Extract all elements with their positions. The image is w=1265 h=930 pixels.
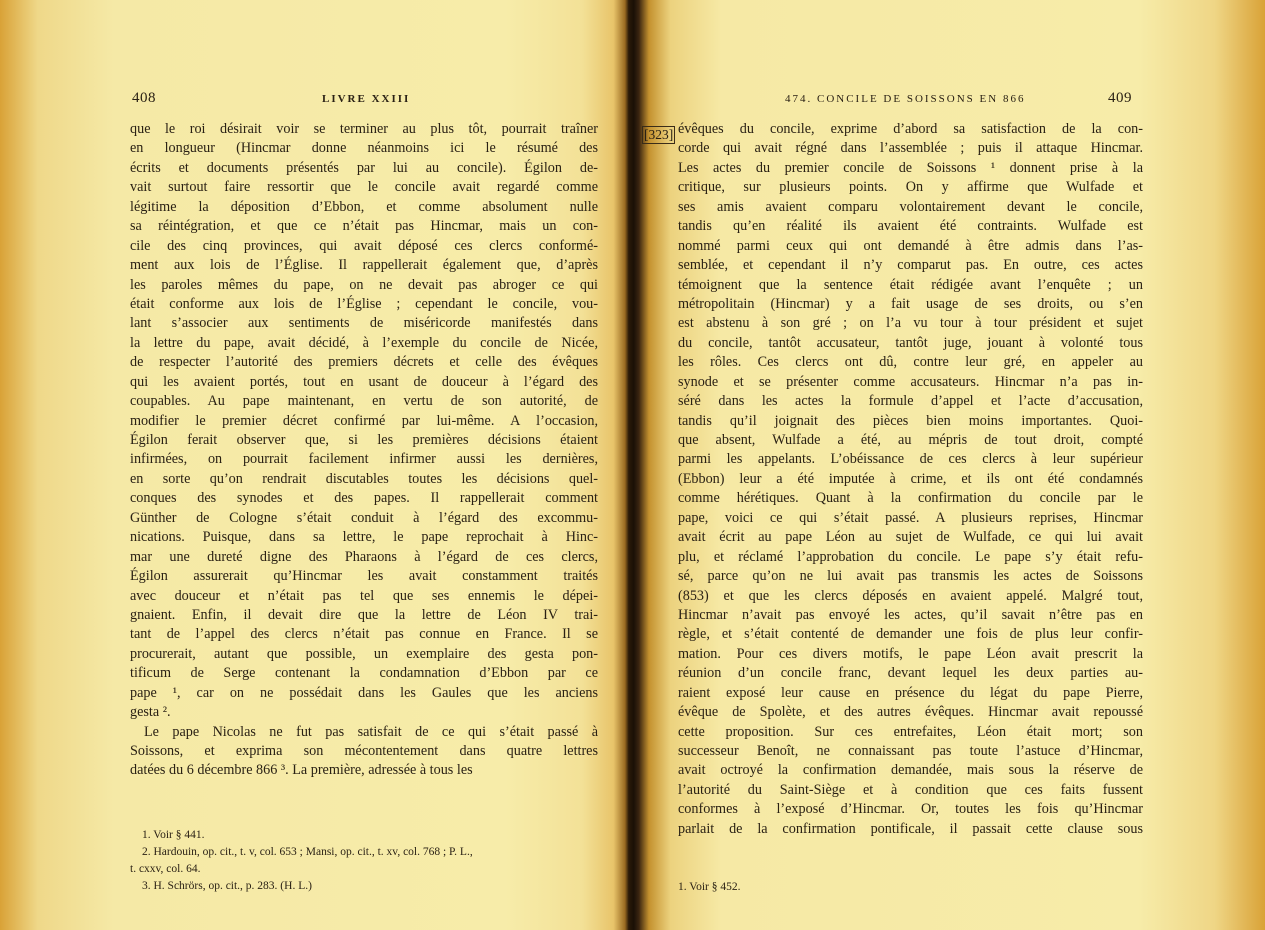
right-page <box>640 0 1265 930</box>
text-line: corde qui avait régné dans l’assemblée ; puis il attaque Hincmar. <box>678 140 1143 157</box>
running-head: LIVRE XXIII <box>322 93 411 105</box>
text-line: Égilon assurerait qu’Hincmar les avait constamment traités <box>130 568 598 585</box>
text-line: synode et se présenter comme accusateurs. Hincmar n’a pas in- <box>678 373 1143 390</box>
text-line: réunion d’un concile franc, devant lequel les deux parties au- <box>678 665 1143 682</box>
text-line: évêques du concile, exprime d’abord sa satisfaction de la con- <box>678 121 1143 137</box>
footnotes <box>678 879 1143 896</box>
text-line: ses amis avaient comparu volontairement devant le concile, <box>678 198 1143 215</box>
text-line: en sorte qu’on rendrait discutables toutes les décisions quel- <box>130 470 598 487</box>
text-line: infirmées, on pourrait facilement infirmer aussi les dernières, <box>130 451 598 468</box>
running-head: 474. CONCILE DE SOISSONS EN 866 <box>785 93 1026 105</box>
text-line: les paroles mêmes du pape, on ne devait pas abroger ce qui <box>130 276 598 293</box>
text-line: conques des synodes et des papes. Il rappellerait comment <box>130 490 598 507</box>
text-line: nommé parmi ceux qui ont demandé à être admis dans l’as- <box>678 237 1143 254</box>
text-line: les rôles. Ces clercs ont dû, contre leur gré, en appeler au <box>678 354 1143 371</box>
text-line: comme hérétiques. Quant à la confirmation du concile par le <box>678 490 1143 507</box>
footnote: 2. Hardouin, op. cit., t. v, col. 653 ; Mansi, op. cit., t. xv, col. 768 ; P. L., <box>142 846 473 858</box>
text-line: témoignent que la sentence était rédigée avant l’enquête ; un <box>678 276 1143 293</box>
text-line: sa réintégration, et que ce n’était pas Hincmar, mais un con- <box>130 218 598 235</box>
text-line: pape, voici ce qui s’était passé. A plusieurs reprises, Hincmar <box>678 509 1143 526</box>
text-line: était conforme aux lois de l’Église ; cependant le concile, vou- <box>130 295 598 312</box>
text-line: l’autorité du Saint-Siège et à condition que ces faits fussent <box>678 781 1143 798</box>
text-line: cette proposition. Sur ces entrefaites, Léon était mort; son <box>678 723 1143 740</box>
text-line: (Ebbon) leur a été imputée à crime, et ils ont été condamnés <box>678 470 1143 487</box>
text-line: Le pape Nicolas ne fut pas satisfait de ce qui s’était passé à <box>144 723 598 740</box>
text-line: coupables. Au pape maintenant, en vertu de son autorité, de <box>130 393 598 410</box>
text-line: sé, parce qu’on ne lui avait pas transmis les actes de Soissons <box>678 568 1143 585</box>
page-number: 409 <box>1108 90 1132 106</box>
page-number: 408 <box>132 90 156 106</box>
text-line: parmi les appelants. L’obéissance de ces clercs à leur supérieur <box>678 451 1143 468</box>
text-line: semblée, et cependant il n’y comparut pas. En outre, ces actes <box>678 257 1143 274</box>
text-line: cile des cinq provinces, qui avait déposé ces clercs conformé- <box>130 237 598 254</box>
text-line: de respecter l’autorité des premiers décrets et celle des évêques <box>130 354 598 371</box>
text-line: métropolitain (Hincmar) y a fait usage de ses droits, ou s’en <box>678 295 1143 312</box>
text-line: du concile, tantôt accusateur, tantôt juge, jouant à volonté tous <box>678 334 1143 351</box>
text-line: procurerait, autant que possible, un exemplaire des gesta pon- <box>130 645 598 662</box>
text-line: lant s’associer aux sentiments de miséricorde manifestés dans <box>130 315 598 332</box>
text-line: que absent, Wulfade a été, au mépris de tout droit, compté <box>678 432 1143 448</box>
text-line: avait écrit au pape Léon au sujet de Wulfade, ce qui lui avait <box>678 529 1143 546</box>
text-line: Les actes du premier concile de Soissons ¹ donnent prise à la <box>678 159 1143 176</box>
text-line: légitime la déposition d’Ebbon, et comme absolument nulle <box>130 198 598 215</box>
text-line: conformes à l’exposé d’Hincmar. Or, toutes les fois qu’Hincmar <box>678 801 1143 818</box>
text-line: règle, et s’était contenté de demander une fois de plus leur confir- <box>678 626 1143 643</box>
text-line: gesta ². <box>130 704 171 721</box>
text-line: vait surtout faire ressortir que le concile avait regardé comme <box>130 179 598 196</box>
text-line: modifier le premier décret confirmé par lui-même. A l’occasion, <box>130 412 598 429</box>
text-line: Günther de Cologne s’était conduit à l’égard des excommu- <box>130 509 598 526</box>
text-line: raient exposé leur cause en présence du légat du pape Pierre, <box>678 684 1143 701</box>
footnote: 1. Voir § 452. <box>678 881 741 893</box>
footnote: 3. H. Schrörs, op. cit., p. 283. (H. L.) <box>142 880 312 892</box>
footnotes <box>130 827 598 895</box>
text-line: avait octroyé la confirmation demandée, mais sous la réserve de <box>678 762 1143 779</box>
margin-reference: [323] <box>644 127 674 142</box>
text-line: en longueur (Hincmar donne néanmoins ici le résumé des <box>130 140 598 157</box>
text-line: évêque de Spolète, et des autres évêques. Hincmar avait repoussé <box>678 704 1143 721</box>
text-line: Soissons, et exprima son mécontentement dans quatre lettres <box>130 743 598 759</box>
text-line: que le roi désirait voir se terminer au plus tôt, pourrait traîner <box>130 121 598 137</box>
text-line: Hincmar n’avait pas envoyé les actes, qu’il savait n’être pas en <box>678 606 1143 623</box>
text-line: gnaient. Enfin, il devait dire que la lettre de Léon IV trai- <box>130 606 598 623</box>
footnote: t. cxxv, col. 64. <box>130 863 201 875</box>
text-line: successeur Benoît, ne connaissant pas toute l’astuce d’Hincmar, <box>678 743 1143 759</box>
body-text <box>678 120 1143 839</box>
text-line: tificum de Serge contenant la condamnation d’Ebbon par ce <box>130 665 598 682</box>
text-line: ment aux lois de l’Église. Il rappellerait également que, d’après <box>130 257 598 274</box>
text-line: avec douceur et n’était pas tel que ses ennemis le dépei- <box>130 587 598 604</box>
text-line: écrits et documents présentés par lui au concile). Égilon de- <box>130 159 598 176</box>
text-line: la lettre du pape, avait décidé, à l’exemple du concile de Nicée, <box>130 334 598 351</box>
text-line: est abstenu à son gré ; on l’a vu tour à tour président et sujet <box>678 315 1143 332</box>
text-line: tandis qu’il joignait des pièces bien moins importantes. Quoi- <box>678 412 1143 429</box>
footnote: 1. Voir § 441. <box>142 829 205 841</box>
left-page <box>0 0 620 930</box>
text-line: tandis qu’en réalité ils avaient été contraints. Wulfade est <box>678 218 1143 235</box>
text-line: (853) et que les clercs déposés en avaient appelé. Malgré tout, <box>678 587 1143 604</box>
text-line: plu, et réclamé l’approbation du concile. Le pape s’y était refu- <box>678 548 1143 565</box>
text-line: pape ¹, car on ne possédait dans les Gaules que les anciens <box>130 684 598 701</box>
text-line: mar une dureté digne des Pharaons à l’égard de ces clercs, <box>130 548 598 565</box>
text-line: datées du 6 décembre 866 ³. La première, adressée à tous les <box>130 762 473 779</box>
text-line: nications. Puisque, dans sa lettre, le pape reprochait à Hinc- <box>130 529 598 546</box>
text-line: Égilon ferait observer que, si les premières décisions étaient <box>130 432 598 448</box>
text-line: qui les avaient portés, tout en usant de douceur à l’égard des <box>130 373 598 390</box>
text-line: séré dans les actes la formule d’appel et l’acte d’accusation, <box>678 393 1143 410</box>
text-line: tant de l’appel des clercs n’était pas connue en France. Il se <box>130 626 598 643</box>
text-line: parlait de la confirmation pontificale, il passait cette clause sous <box>678 820 1143 837</box>
text-line: mation. Pour ces divers motifs, le pape Léon avait prescrit la <box>678 645 1143 662</box>
text-line: critique, sur plusieurs points. On y affirme que Wulfade et <box>678 179 1143 196</box>
body-text <box>130 120 598 781</box>
